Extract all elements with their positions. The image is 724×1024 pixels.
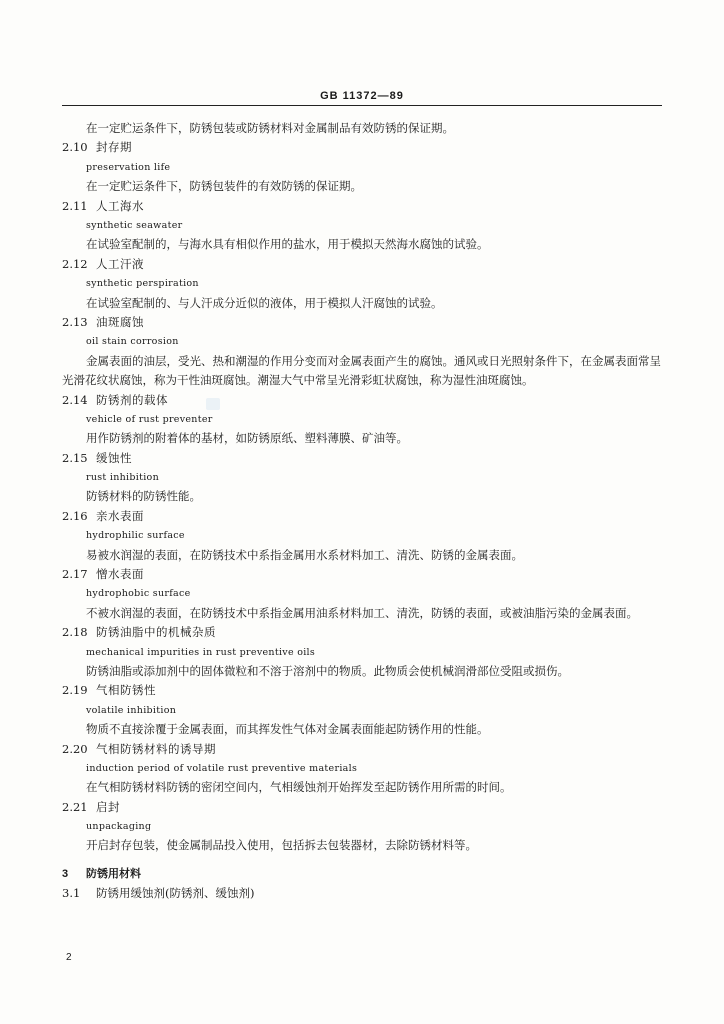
subsection-title: 防锈用缓蚀剂(防锈剂、缓蚀剂)	[96, 886, 255, 901]
term-definition: 在气相防锈材料防锈的密闭空间内，气相缓蚀剂开始挥发至起防锈作用所需的时间。	[86, 780, 512, 795]
term-definition: 不被水润湿的表面，在防锈技术中系指金属用油系材料加工、清洗，防锈的表面，或被油脂污染的金属表面。	[86, 605, 638, 620]
standard-code: GB 11372—89	[320, 90, 404, 102]
term-number: 2.21	[62, 799, 88, 814]
term-heading	[62, 565, 662, 584]
term-number: 2.17	[62, 567, 88, 582]
term-chinese: 气相防锈材料的诱导期	[96, 741, 216, 756]
term-heading	[62, 740, 662, 759]
term-heading	[62, 449, 662, 468]
subsection-number: 3.1	[62, 886, 81, 901]
content	[62, 119, 662, 904]
term-english: mechanical impurities in rust preventive oils	[86, 646, 316, 658]
term-chinese: 亲水表面	[96, 508, 144, 523]
term-english: synthetic seawater	[86, 219, 183, 231]
term-heading	[62, 197, 662, 216]
term-definition: 在试验室配制的、与人汗成分近似的液体，用于模拟人汗腐蚀的试验。	[86, 295, 443, 310]
term-chinese: 缓蚀性	[96, 450, 132, 465]
term-chinese: 人工汗液	[96, 256, 144, 271]
section-title: 防锈用材料	[86, 867, 141, 880]
term-chinese: 防锈剂的载体	[96, 392, 168, 407]
page-number: 2	[66, 952, 72, 963]
term-number: 2.18	[62, 625, 88, 640]
term-definition: 开启封存包装，使金属制品投入使用，包括拆去包装器材，去除防锈材料等。	[86, 838, 477, 853]
term-number: 2.13	[62, 314, 88, 329]
term-definition: 易被水润湿的表面，在防锈技术中系指金属用水系材料加工、清洗、防锈的金属表面。	[86, 547, 523, 562]
term-number: 2.19	[62, 683, 88, 698]
term-english: synthetic perspiration	[86, 278, 199, 290]
term-chinese: 油斑腐蚀	[96, 314, 144, 329]
term-english: preservation life	[86, 161, 171, 173]
term-number: 2.15	[62, 450, 88, 465]
term-chinese: 人工海水	[96, 198, 144, 213]
term-english: vehicle of rust preventer	[86, 413, 213, 425]
term-heading	[62, 681, 662, 700]
term-chinese: 封存期	[96, 140, 132, 155]
term-heading	[62, 313, 662, 332]
term-heading	[62, 391, 662, 410]
term-number: 2.12	[62, 256, 88, 271]
term-heading	[62, 138, 662, 157]
term-definition: 在一定贮运条件下，防锈包装件的有效防锈的保证期。	[86, 179, 362, 194]
term-english: hydrophilic surface	[86, 530, 185, 542]
term-heading	[62, 255, 662, 274]
term-definition: 防锈材料的防锈性能。	[86, 489, 201, 504]
term-english: volatile inhibition	[86, 704, 177, 716]
header-rule	[62, 105, 662, 106]
term-chinese: 防锈油脂中的机械杂质	[96, 625, 216, 640]
term-definition: 物质不直接涂覆于金属表面，而其挥发性气体对金属表面能起防锈作用的性能。	[86, 722, 489, 737]
term-number: 2.20	[62, 741, 88, 756]
term-heading	[62, 798, 662, 817]
term-english: induction period of volatile rust preventive materials	[86, 762, 358, 774]
term-english: rust inhibition	[86, 472, 159, 484]
term-english: oil stain corrosion	[86, 336, 179, 348]
term-chinese: 启封	[96, 799, 120, 814]
subsection-heading	[62, 884, 662, 903]
term-definition: 在试验室配制的，与海水具有相似作用的盐水，用于模拟天然海水腐蚀的试验。	[86, 237, 489, 252]
term-heading	[62, 623, 662, 642]
term-chinese: 气相防锈性	[96, 683, 156, 698]
term-definition: 金属表面的油层，受光、热和潮湿的作用分变而对金属表面产生的腐蚀。通风或日光照射条件下，在金属表面常呈光滑花纹状腐蚀，称为干性油斑腐蚀。潮湿大气中常呈光滑彩虹状腐蚀，称为湿性油斑腐蚀。	[62, 353, 661, 388]
term-definition: 防锈油脂或添加剂中的固体微粒和不溶于溶剂中的物质。此物质会使机械润滑部位受阻或损伤。	[86, 663, 569, 678]
term-chinese: 憎水表面	[96, 567, 144, 582]
term-number: 2.16	[62, 508, 88, 523]
intro-definition: 在一定贮运条件下，防锈包装或防锈材料对金属制品有效防锈的保证期。	[86, 121, 454, 135]
section-heading	[62, 865, 662, 884]
term-english: unpackaging	[86, 821, 152, 833]
term-number: 2.11	[62, 198, 88, 213]
section-number: 3	[62, 867, 69, 880]
term-entries	[62, 138, 662, 855]
term-number: 2.14	[62, 392, 88, 407]
term-english: hydrophobic surface	[86, 588, 191, 600]
term-heading	[62, 507, 662, 526]
term-definition: 用作防锈剂的附着体的基材，如防锈原纸、塑料薄膜、矿油等。	[86, 431, 408, 446]
term-number: 2.10	[62, 140, 88, 155]
